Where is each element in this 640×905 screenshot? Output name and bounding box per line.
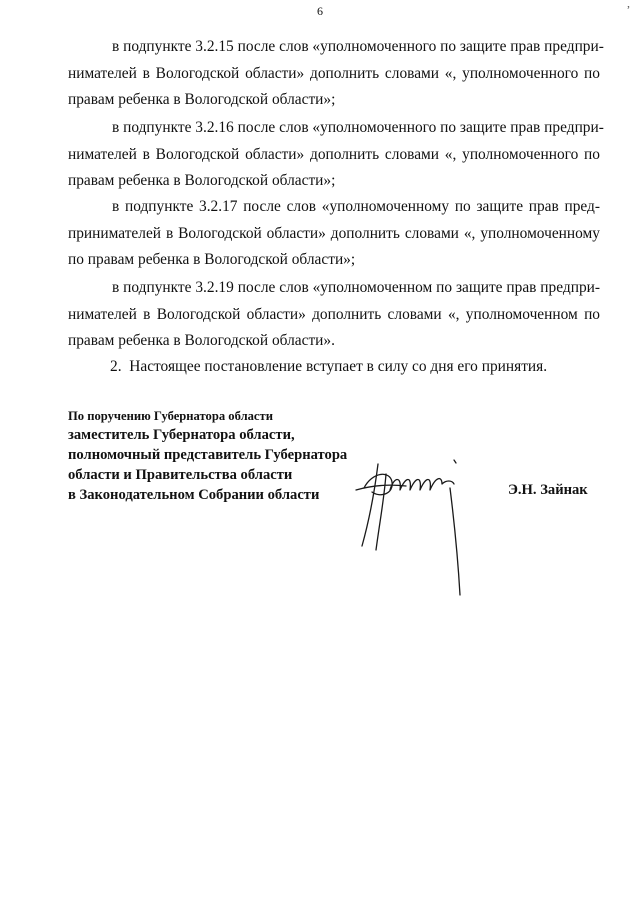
signatory-title-line: заместитель Губернатора области, — [68, 427, 295, 443]
paragraph-line: в подпункте 3.2.17 после слов «уполномоченному по защите прав пред- — [112, 198, 600, 215]
signatory-title-line: области и Правительства области — [68, 467, 293, 483]
paragraph-line: правам ребенка в Вологодской области». — [68, 332, 335, 349]
signature-note: По поручению Губернатора области — [68, 409, 273, 423]
paragraph-line: нимателей в Вологодской области» дополнить словами «, уполномоченном по — [68, 305, 600, 323]
paragraph-3-2-16 — [68, 115, 604, 195]
signatory-title-line: полномочный представитель Губернатора — [68, 447, 348, 463]
final-paragraph — [110, 356, 547, 378]
paragraph-line: в подпункте 3.2.19 после слов «уполномоченном по защите прав предпри- — [112, 279, 600, 296]
paragraph-line: в подпункте 3.2.15 после слов «уполномоченного по защите прав предпри- — [112, 38, 604, 55]
paragraph-3-2-17 — [68, 194, 600, 274]
paragraph-line: нимателей в Вологодской области» дополнить словами «, уполномоченного по — [68, 64, 600, 82]
paragraph-line: правам ребенка в Вологодской области»; — [68, 172, 336, 189]
paragraph-line: по правам ребенка в Вологодской области»; — [68, 251, 356, 268]
paragraph-3-2-15 — [68, 34, 604, 114]
paragraph-3-2-19 — [68, 275, 600, 355]
paragraph-line: принимателей в Вологодской области» дополнить словами «, уполномоченному — [68, 224, 600, 242]
paragraph-line: в подпункте 3.2.16 после слов «уполномоченного по защите прав предпри- — [112, 119, 604, 136]
final-paragraph-number: 2. — [110, 358, 122, 375]
paragraph-line: правам ребенка в Вологодской области»; — [68, 91, 336, 108]
page-number: 6 — [317, 4, 323, 18]
signature-block — [68, 408, 347, 505]
corner-mark: , — [627, 0, 630, 10]
paragraph-line: нимателей в Вологодской области» дополнить словами «, уполномоченного по — [68, 145, 600, 163]
signatory-title-line: в Законодательном Собрании области — [68, 487, 320, 503]
handwritten-signature — [350, 450, 480, 600]
signatory-name: Э.Н. Зайнак — [508, 482, 588, 498]
final-paragraph-text: Настоящее постановление вступает в силу со дня его принятия. — [129, 358, 548, 375]
